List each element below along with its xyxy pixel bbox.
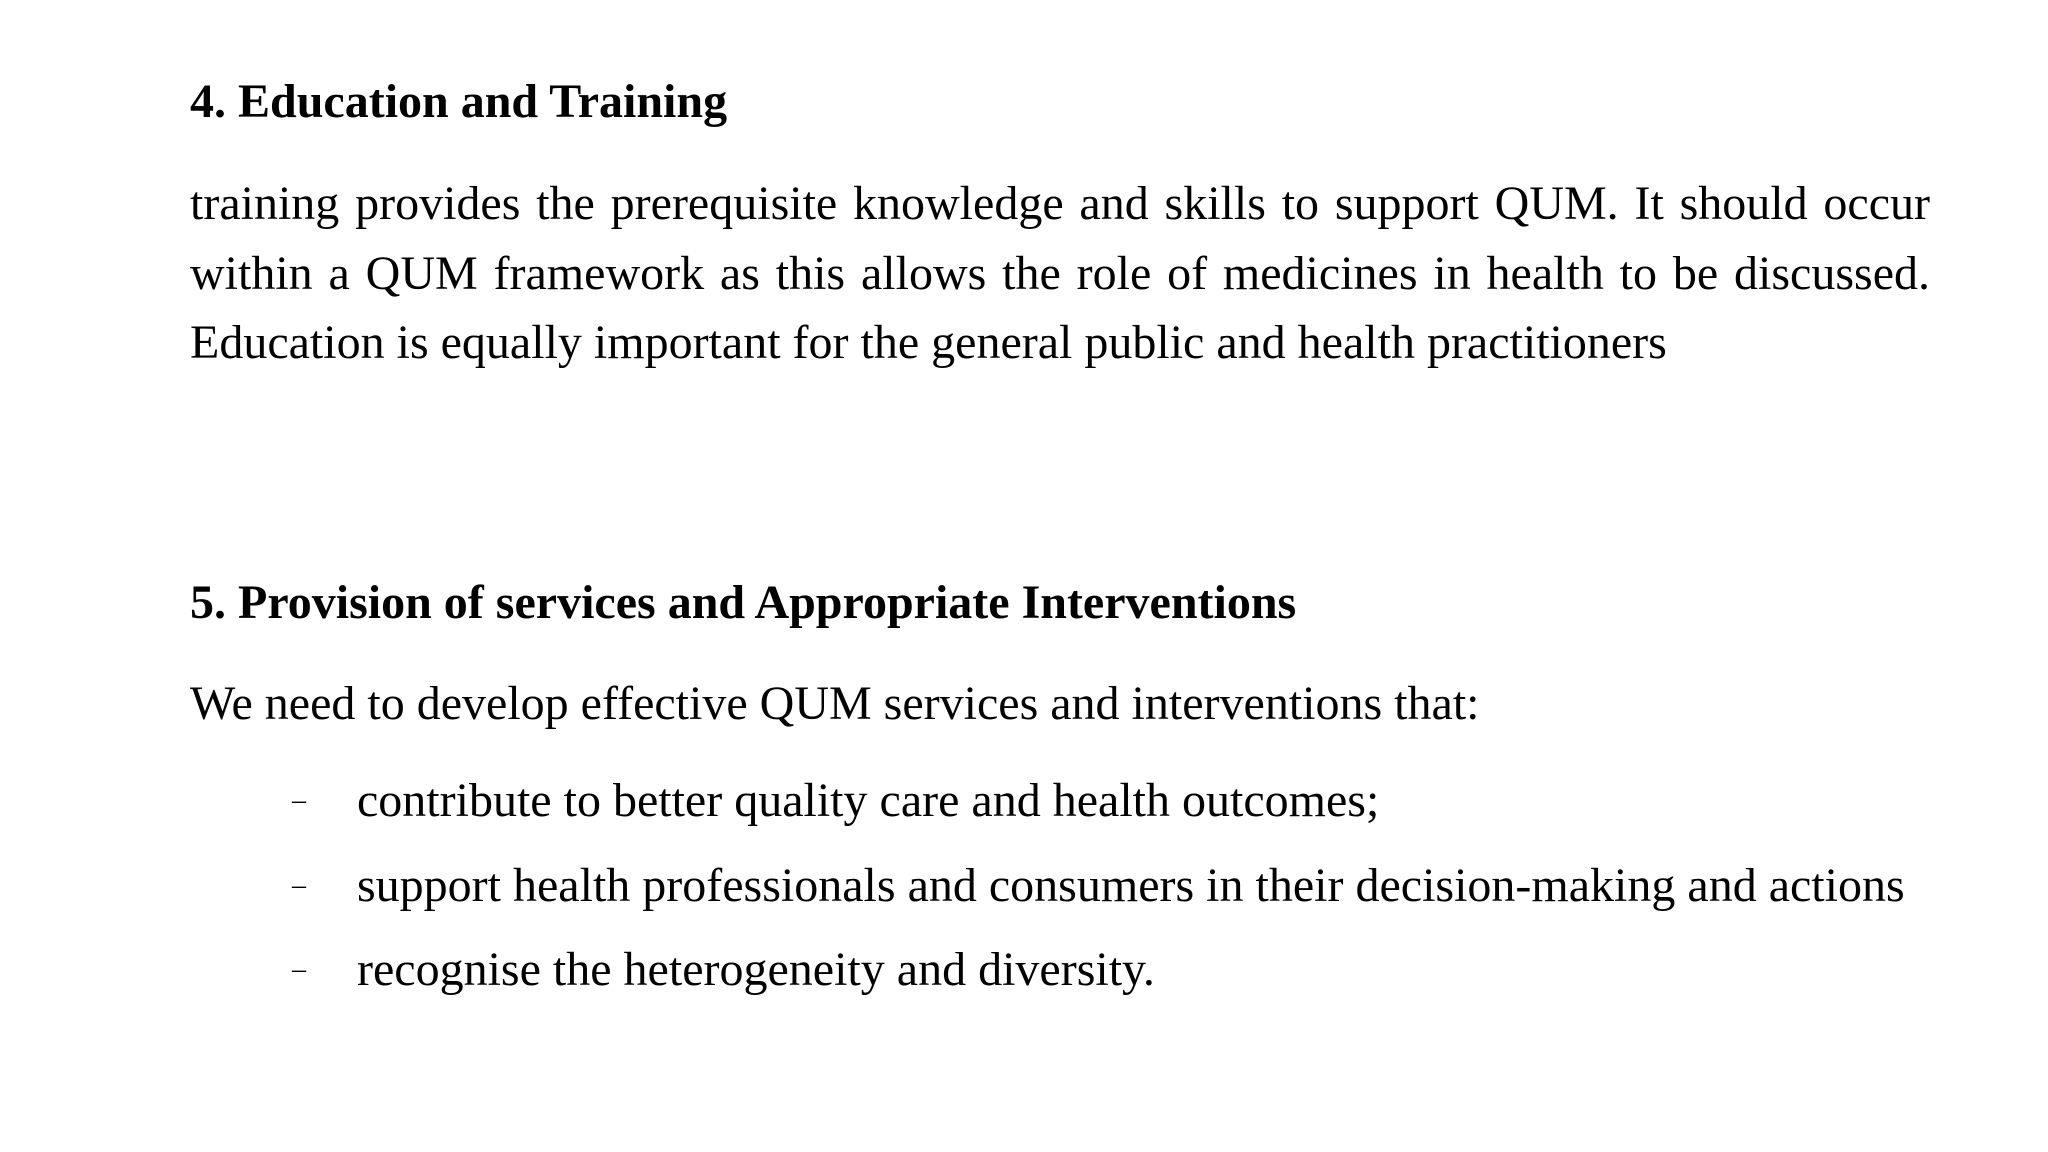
dash-bullet-icon: – (292, 869, 306, 901)
section-4-heading: 4. Education and Training (190, 75, 728, 128)
dash-bullet-icon: – (292, 785, 306, 816)
list-item-text: contribute to better quality care and health outcomes; (357, 774, 1380, 827)
section-5-heading: 5. Provision of services and Appropriate Interventions (190, 576, 1297, 629)
section-5-intro: We need to develop effective QUM services and interventions that: (190, 677, 1480, 730)
section-5-bullet-list (190, 766, 1930, 1020)
dash-bullet-icon: – (292, 954, 306, 985)
list-item (190, 935, 1930, 1005)
list-item-text: recognise the heterogeneity and diversity. (357, 943, 1155, 996)
list-item (190, 766, 1930, 836)
list-item (190, 851, 1930, 921)
section-4-paragraph: training provides the prerequisite knowledge and skills to support QUM. It should occur within a QUM framework as this allows the role of medicines in health to be discussed. Education is equally important for the general public and health practitioners (190, 177, 1930, 369)
list-item-text: support health professionals and consumers in their decision-making and actions (357, 858, 1905, 912)
